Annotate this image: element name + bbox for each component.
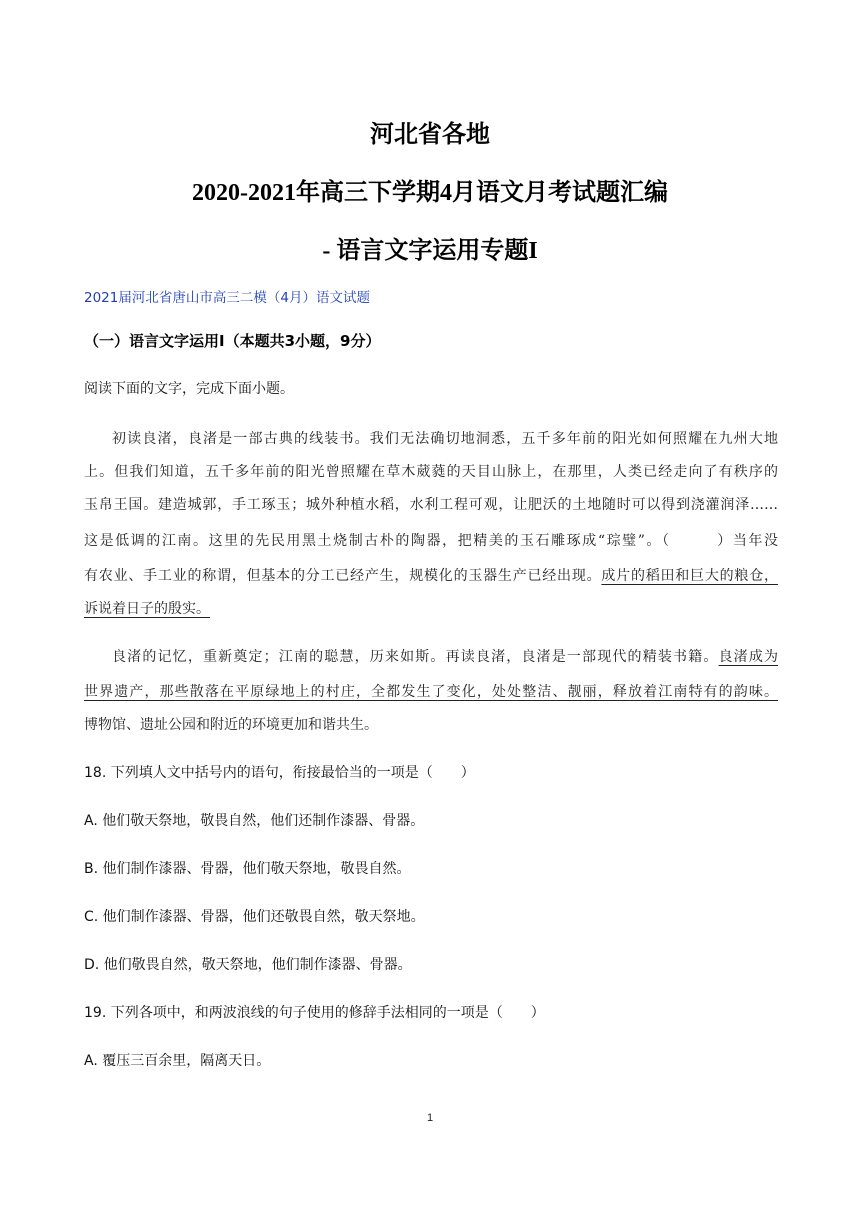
passage-line — [84, 681, 778, 701]
wavy-underlined-sentence-2-cont: 世界遗产，那些散落在平原绿地上的村庄，全都发生了变化，处处整洁、靓丽，释放着江南特有的韵味。 — [84, 684, 778, 700]
q19-option-a: A. 覆压三百余里，隔离天日。 — [84, 1053, 271, 1069]
passage-line — [84, 428, 778, 448]
section-heading: （一）语言文字运用Ⅰ（本题共3小题，9分） — [84, 332, 381, 350]
q18-option-a: A. 他们敬天祭地，敬畏自然，他们还制作漆器、骨器。 — [84, 813, 425, 829]
passage-text: 有农业、手工业的称谓，但基本的分工已经产生，规模化的玉器生产已经出现。 — [84, 568, 602, 584]
wavy-underlined-sentence-1: 成片的稻田和巨大的粮仓， — [601, 568, 778, 584]
passage-line — [84, 565, 778, 585]
q18-option-b: B. 他们制作漆器、骨器，他们敬天祭地，敬畏自然。 — [84, 861, 411, 877]
q18-option-d: D. 他们敬畏自然，敬天祭地，他们制作漆器、骨器。 — [84, 957, 412, 973]
passage-text: 初读良渚，良渚是一部古典的线装书。我们无法确切地洞悉，五千多年前的阳光如何照耀在九州大地 — [112, 431, 778, 447]
page-number: 1 — [426, 1112, 434, 1124]
passage-line: 上。但我们知道，五千多年前的阳光曾照耀在草木葳蕤的天目山脉上，在那里，人类已经走向了有秩序的 — [84, 464, 778, 480]
q18-option-c: C. 他们制作漆器、骨器，他们还敬畏自然，敬天祭地。 — [84, 909, 425, 925]
passage-line: 博物馆、遗址公园和附近的环境更加和谐共生。 — [84, 717, 378, 733]
passage-line — [84, 646, 778, 666]
instruction-text: 阅读下面的文字，完成下面小题。 — [84, 381, 294, 397]
passage-line: 玉帛王国。建造城郭，手工琢玉；城外种植水稻，水利工程可观，让肥沃的土地随时可以得到浇灌润泽…… — [84, 497, 778, 513]
passage-text: 良渚的记忆，重新奠定；江南的聪慧，历来如斯。再读良渚，良渚是一部现代的精装书籍。 — [112, 649, 719, 665]
title-line-1: 河北省各地 — [370, 122, 490, 148]
wavy-underlined-sentence-2: 良渚成为 — [718, 649, 779, 665]
title-line-2: 2020-2021年高三下学期4月语文月考试题汇编 — [192, 180, 668, 206]
passage-line: 这是低调的江南。这里的先民用黑土烧制古朴的陶器，把精美的玉石雕琢成“琮璧”。（ ）当年没 — [84, 533, 778, 549]
question-19: 19. 下列各项中，和两波浪线的句子使用的修辞手法相同的一项是（ ） — [84, 1005, 545, 1021]
question-18: 18. 下列填人文中括号内的语句，衔接最恰当的一项是（ ） — [84, 765, 475, 781]
wavy-underlined-sentence-1-end: 诉说着日子的殷实。 — [84, 601, 210, 617]
source-link[interactable]: 2021届河北省唐山市高三二模（4月）语文试题 — [84, 290, 370, 306]
passage-line — [84, 598, 778, 618]
title-line-3: - 语言文字运用专题I — [322, 238, 538, 264]
